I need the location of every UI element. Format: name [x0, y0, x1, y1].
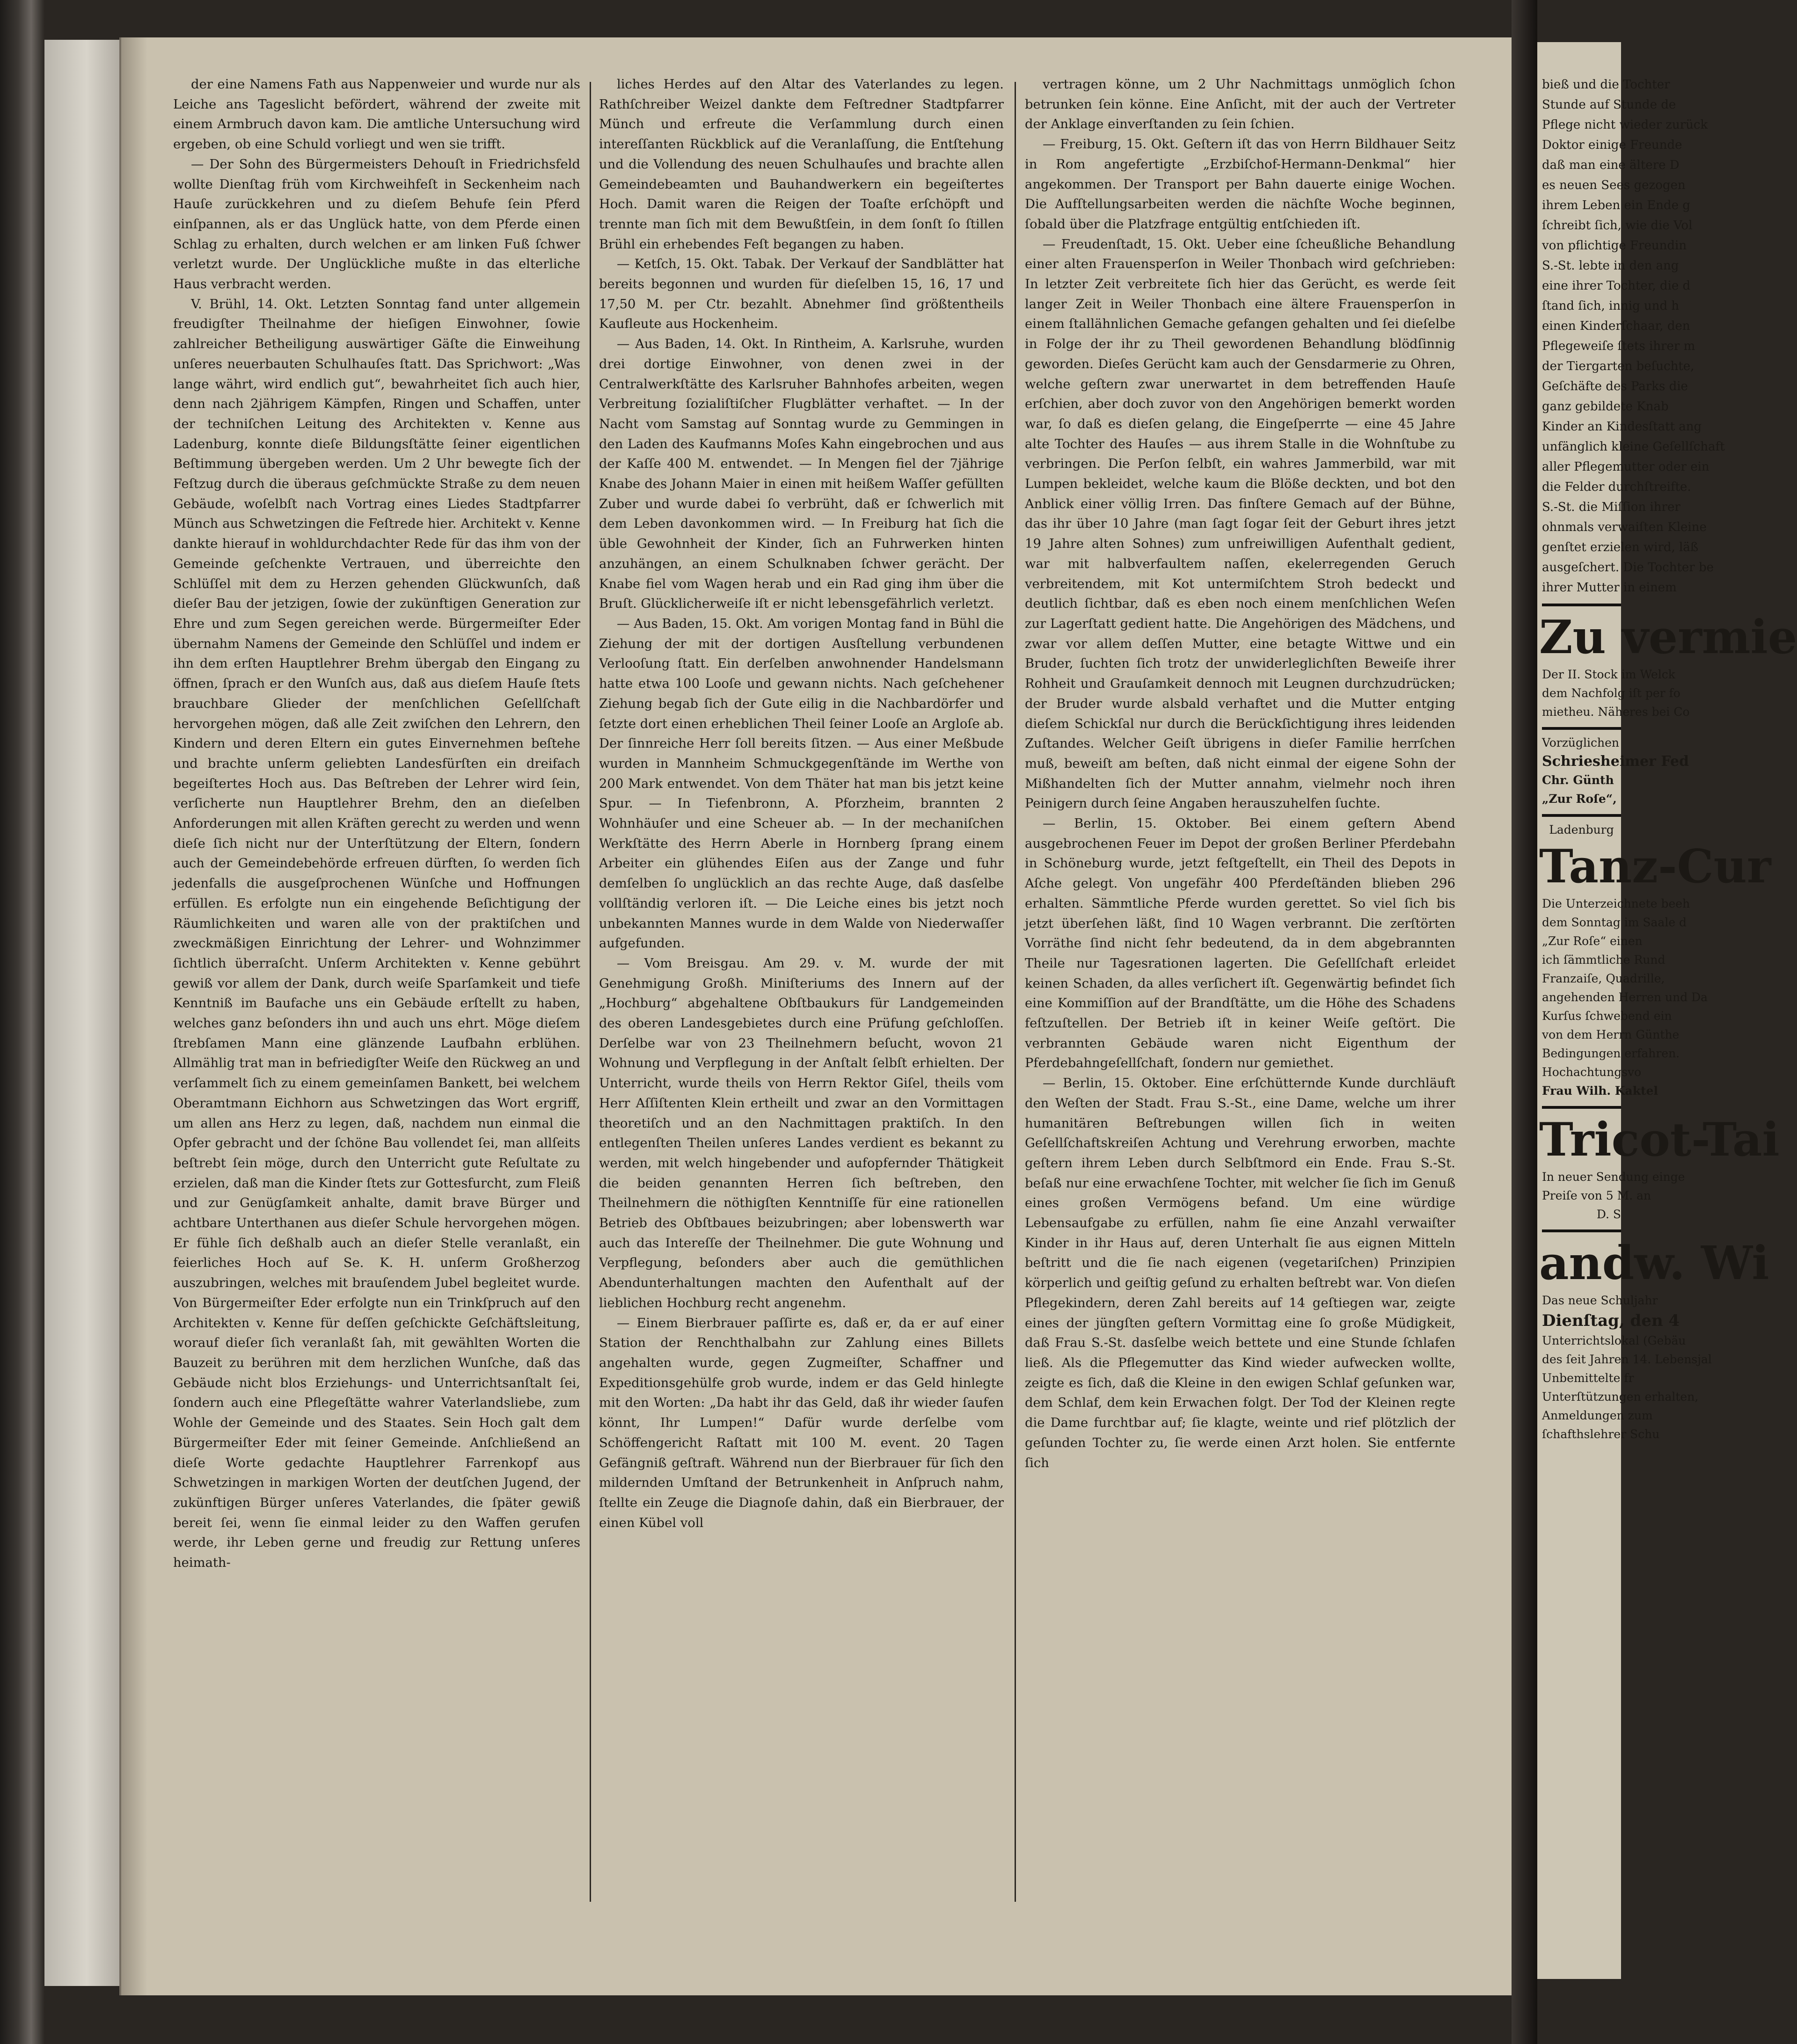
advertisement-dance-course: [1539, 814, 1771, 1100]
text-fragment: ihrer Mutter in einem: [1542, 581, 1677, 595]
text-fragment: S.-St. die Miſſion ihrer: [1542, 500, 1680, 514]
ad-line: dem Sonntag im Saale d: [1542, 916, 1687, 929]
text-fragment: Doktor einige Freunde: [1542, 138, 1682, 152]
text-fragment: aller Pflegemutter oder ein: [1542, 460, 1709, 474]
article-paragraph: — Aus Baden, 15. Okt. Am vorigen Montag fand in Bühl die Ziehung der mit der dortigen Ausſtellung verbundenen Verlooſung ſtatt. Ein derſelben anwohnender Handelsmann hatte etwa 100 Looſe und gewann nichts. Nach geſchehener Ziehung begab ſich der Gute eilig in die Nachbardörfer und ſetzte dort einen erheblichen Theil ſeiner Looſe an Argloſe ab. Der ſinnreiche Herr ſoll bereits ſitzen. — Aus einer Meßbude wurden in Mannheim Schmuckgegenſtände im Werthe von 200 Mark entwendet. Von dem Thäter hat man bis jetzt keine Spur. — In Tiefenbronn, A. Pforzheim, brannten 2 Wohnhäuſer und eine Scheuer ab. — In der mechaniſchen Werkſtätte des Herrn Aberle in Hornberg ſprang einem Arbeiter ein glühendes Eiſen aus der Zange und fuhr demſelben ſo unglücklich an das rechte Auge, daß dasſelbe vollſtändig verloren iſt. — Die Leiche eines bis jetzt noch unbekannten Mannes wurde in dem Walde von Niederwaſſer aufgefunden.: [599, 616, 1004, 951]
text-fragment: daß man eine ältere D: [1542, 158, 1680, 172]
text-column-2: [599, 75, 1004, 1533]
ad-line: Die Unterzeichnete beeh: [1542, 897, 1690, 910]
ad-line: angehenden Herren und Da: [1542, 990, 1708, 1004]
ad-line: Das neue Schuljahr: [1542, 1294, 1658, 1307]
ad-line: Der II. Stock im Welck: [1542, 668, 1675, 681]
article-paragraph: liches Herdes auf den Altar des Vaterlandes zu legen. Rathſchreiber Weizel dankte dem Feſtredner Stadtpfarrer Münch und erfreute die Verſammlung durch einen intereſſanten Rückblick auf die Veranlaſſung, die Entſtehung und die Vollendung des neuen Schulhauſes und brachte allen Gemeindebeamten und Bauhandwerkern ein begeiſtertes Hoch. Damit waren die Reigen der Toaſte erſchöpft und trennte man ſich mit dem Bewußtſein, in dem ſonſt ſo ſtillen Brühl ein erhebendes Feſt begangen zu haben.: [599, 77, 1004, 252]
text-fragment: unfänglich kleine Geſellſchaft: [1542, 440, 1725, 454]
ad-line: Unterrichtslokal (Gebäu: [1542, 1334, 1686, 1347]
article-paragraph: — Aus Baden, 14. Okt. In Rintheim, A. Karlsruhe, wurden drei dortige Einwohner, von denen zwei in der Centralwerkſtätte des Karlsruher Bahnhofes arbeiten, wegen Verbreitung ſozialiſtiſcher Flugblätter verhaftet. — In der Nacht vom Samstag auf Sonntag wurde zu Gemmingen in den Laden des Kaufmanns Moſes Kahn eingebrochen und aus der Kaſſe 400 M. entwendet. — In Mengen fiel der 7jährige Knabe des Johann Maier in einen mit heißem Waſſer gefüllten Zuber und wurde dabei ſo verbrüht, daß er ſchwerlich mit dem Leben davonkommen wird. — In Freiburg hat ſich die üble Gewohnheit der Kinder, ſich an Fuhrwerken hinten anzuhängen, an einem Schulknaben ſchwer gerächt. Der Knabe fiel vom Wagen herab und ein Rad ging ihm über die Bruſt. Glücklicherweiſe iſt er nicht lebensgefährlich verletzt.: [599, 337, 1004, 611]
text-fragment: genſtet erzielen wird, läß: [1542, 540, 1699, 554]
text-fragment: ausgeſchert. Die Tochter be: [1542, 560, 1714, 575]
text-column-1: [173, 75, 580, 1573]
facing-page: [1537, 42, 1797, 1979]
book-spine-edge: [44, 40, 129, 1986]
text-fragment: die Felder durchſtreifte.: [1542, 480, 1691, 494]
advertisement-wine: [1542, 727, 1689, 808]
text-fragment: der Tiergarten beſuchte,: [1542, 359, 1695, 373]
ad-line: Chr. Günth: [1542, 773, 1614, 787]
ad-line: Schriesheimer Fed: [1542, 753, 1689, 770]
text-fragment: es neuen Sees gezogen: [1542, 178, 1686, 192]
book-gutter: [1512, 0, 1537, 2044]
text-fragment: Stunde auf Stunde de: [1542, 98, 1676, 112]
text-fragment: ganz gebildete Knab: [1542, 400, 1669, 414]
ad-heading: Zu vermie: [1539, 611, 1797, 664]
ad-line: dem Nachfolg iſt per fo: [1542, 686, 1680, 700]
ad-line: In neuer Sendung einge: [1542, 1170, 1685, 1184]
ad-line: Preiſe von 5 M. an: [1542, 1189, 1651, 1202]
ad-line: Kurſus ſchwebend ein: [1542, 1009, 1672, 1023]
article-paragraph: der eine Namens Fath aus Nappenweier und wurde nur als Leiche ans Tageslicht befördert, während der zweite mit einem Armbruch davon kam. Die amtliche Untersuchung wird ergeben, ob eine Schuld vorliegt und wen sie trifft.: [173, 77, 580, 152]
text-fragment: ihrem Leben ein Ende g: [1542, 198, 1690, 212]
text-fragment: S.-St. lebte in den ang: [1542, 259, 1679, 273]
advertisement-school: [1539, 1229, 1769, 1444]
text-fragment: Geſchäfte des Parks die: [1542, 379, 1688, 393]
text-fragment: ohnmals verwaiſten Kleine: [1542, 520, 1707, 534]
ad-line: Anmeldungen zum: [1542, 1409, 1653, 1422]
ad-line: des ſeit Jahren 14. Lebensjal: [1542, 1353, 1712, 1366]
text-fragment: eine ihrer Tochter, die d: [1542, 279, 1691, 293]
article-paragraph: vertragen könne, um 2 Uhr Nachmittags unmöglich ſchon betrunken ſein könne. Eine Anſicht, mit der auch der Vertreter der Anklage einverſtanden zu ſein ſchien.: [1025, 77, 1455, 132]
article-paragraph: V. Brühl, 14. Okt. Letzten Sonntag fand unter allgemein freudigſter Theilnahme der hieſigen Einwohner, ſowie zahlreicher Betheiligung auswärtiger Gäſte die Einweihung unſeres neuerbauten Schulhauſes ſtatt. Das Sprichwort: „Was lange währt, wird endlich gut“, bewahrheitet ſich auch hier, denn nach 2jährigem Kämpfen, Ringen und Schaffen, unter der techniſchen Leitung des Architekten v. Kenne aus Ladenburg, konnte dieſe Bildungsſtätte ſeiner eigentlichen Beſtimmung übergeben werden. Um 2 Uhr bewegte ſich der Feſtzug durch die überaus geſchmückte Straße zu dem neuen Gebäude, woſelbſt nach Vortrag eines Liedes Stadtpfarrer Münch aus Schwetzingen die Feſtrede hier. Architekt v. Kenne dankte hierauf in wohldurchdachter Rede für das ihm von der Gemeinde geſchenkte Vertrauen, und überreichte den Schlüſſel mit dem zu Herzen gehenden Glückwunſch, daß dieſer Bau der jetzigen, ſowie der zukünftigen Generation zur Ehre und zum Segen gereichen werde. Bürgermeiſter Eder übernahm Namens der Gemeinde den Schlüſſel und indem er ihn dem erſten Hauptlehrer Brehm übergab den Eingang zu öffnen, ſprach er den Wunſch aus, daß aus dieſem Hauſe ſtets brauchbare Glieder der menſchlichen Geſellſchaft hervorgehen mögen, daß alle Zeit zwiſchen den Lehrern, den Kindern und deren Eltern ein gutes Einvernehmen beſtehe und brachte unſerm geliebten Landesfürſten ein dreifach begeiſtertes Hoch aus. Das Beſtreben der Lehrer wird ſein, verſicherte nun Hauptlehrer Brehm, den an dieſelben Anforderungen mit allen Kräften gerecht zu werden und wenn dieſe ſich nicht nur der Unterſtützung der Eltern, ſondern auch der Gemeindebehörde erfreuen dürften, ſo werden ſich jedenfalls die ausgeſprochenen Wünſche und Hoffnungen erfüllen. Es erfolgte nun ein eingehende Beſichtigung der Räumlichkeiten und waren alle von der praktiſchen und zweckmäßigen Einrichtung der Lehrer- und Wohnzimmer ſichtlich überraſcht. Unſerm Architekten v. Kenne gebührt gewiß vor allem der Dank, durch weiſe Sparſamkeit und tiefe Kenntniß im Baufache uns ein Gebäude erſtellt zu haben, welches ganz beſonders ihn und auch uns ehrt. Möge dieſem ſtrebſamen Mann eine glänzende Laufbahn erblühen. Allmählig trat man in befriedigſter Weiſe den Rückweg an und verſammelt ſich zu einem gemeinſamen Bankett, bei welchem Oberamtmann Eichhorn aus Schwetzingen das Wort ergriff, um allen ans Herz zu legen, daß, nachdem nun einmal die Opfer gebracht und der ſchöne Bau vollendet ſei, man allſeits beſtrebt ſein möge, durch den Unterricht gute Reſultate zu erzielen, daß man die Kinder ſtets zur Gottesfurcht, zum Fleiß und zur Genügſamkeit anhalte, damit brave Bürger und achtbare Unterthanen aus dieſer Schule hervorgehen mögen. Er fühle ſich deßhalb auch an dieſer Stelle veranlaßt, ein feierliches Hoch auf Se. K. H. unſerm Großherzog auszubringen, welches mit brauſendem Jubel begleitet wurde. Von Bürgermeiſter Eder erfolgte nun ein Trinkſpruch auf den Architekten v. Kenne für deſſen geſchickte Geſchäftsleitung, worauf dieſer ſich veranlaßt ſah, mit gewählten Worten die Bauzeit zu berühren mit dem herzlichen Wunſche, daß das Gebäude nicht blos Erziehungs- und Unterrichtsanſtalt ſei, ſondern auch eine Pflegeſtätte wahrer Vaterlandsliebe, zum Wohle der Gemeinde und des Staates. Sein Hoch galt dem Bürgermeiſter Eder mit ſeiner Gemeinde. Anſchließend an dieſe Worte gedachte Hauptlehrer Farrenkopf aus Schwetzingen in markigen Worten der deutſchen Jugend, der zukünftigen Bürger unſeres Vaterlandes, die ſpäter gewiß bereit ſei, wenn ſie einmal leider zu den Waffen gerufen werde, ihr Leben gerne und freudig zur Rettung unſeres heimath-: [173, 297, 580, 1571]
text-fragment: Kinder an Kindesſtatt ang: [1542, 420, 1702, 434]
ad-line: ſchafthslehrer Schu: [1542, 1427, 1660, 1441]
column-divider: [590, 82, 591, 1902]
ad-heading: Tricot-Tai: [1539, 1113, 1780, 1167]
text-fragment: bieß und die Tochter: [1542, 78, 1670, 92]
ad-town: Ladenburg: [1549, 823, 1614, 837]
ad-line: Unbemittelte fr: [1542, 1371, 1634, 1385]
ad-line: Unterſtützungen erhalten,: [1542, 1390, 1699, 1404]
ad-line: Frau Wilh. Kaktel: [1542, 1084, 1658, 1098]
ad-line: Franzaiſe, Quadrille,: [1542, 972, 1665, 985]
ad-line: „Zur Roſe“,: [1542, 792, 1617, 806]
ad-line: Bedingungen erfahren.: [1542, 1047, 1680, 1060]
article-paragraph: — Freudenſtadt, 15. Okt. Ueber eine ſcheußliche Behandlung einer alten Frauensperſon in Weiler Thonbach wird geſchrieben: In letzter Zeit verbreitete ſich hier das Gerücht, es werde ſeit langer Zeit in Weiler Thonbach eine ältere Frauensperſon in einem ſtallähnlichen Gemache gefangen gehalten und ſei dieſelbe in Folge der ihr zu Theil gewordenen Behandlung blödſinnig geworden. Dieſes Gerücht kam auch der Gensdarmerie zu Ohren, welche geſtern zwar unerwartet in dem betreffenden Hauſe erſchien, aber doch zuvor von den Angehörigen bemerkt worden war, ſo daß es dieſen gelang, die Eingeſperrte — eine 45 Jahre alte Tochter des Hauſes — aus ihrem Stalle in die Wohnſtube zu verbringen. Die Perſon ſelbſt, ein wahres Jammerbild, war mit Lumpen bekleidet, welche kaum die Blöße deckten, und bot den Anblick einer völlig Irren. Das finſtere Gemach auf der Bühne, das ihr über 10 Jahre (man ſagt ſogar ſeit der Geburt ihres jetzt 19 Jahre alten Sohnes) zum unfreiwilligen Aufenthalt gedient, war mit halbverfaultem naſſen, ekelerregenden Geruch verbreitendem, mit Kot untermiſchtem Stroh bedeckt und deutlich ſichtbar, daß es eben noch einem menſchlichen Weſen zur Lagerſtatt gedient hatte. Die Angehörigen des Mädchens, und zwar vor allem deſſen Mutter, eine betagte Wittwe und ein Bruder, ſuchten ſich trotz der unwiderleglichſten Beweiſe ihrer Rohheit und Grauſamkeit dennoch mit Leugnen durchzudrücken; der Bruder wurde alsbald verhaftet und die Mutter entging dieſem Schickſal nur durch die Berückſichtigung ihres leidenden Zuſtandes. Welcher Geiſt übrigens in dieſer Familie herrſchen muß, beweiſt am beſten, daß nicht einmal der eigene Sohn der Mißhandelten ſich der Mutter annahm, vielmehr noch ihren Peinigern durch ſeine Angaben herauszuhelfen ſuchte.: [1025, 237, 1455, 811]
ad-line: D. S: [1596, 1207, 1621, 1221]
advertisement-rental: [1539, 604, 1797, 721]
ad-heading: Tanz-Cur: [1539, 840, 1771, 894]
text-fragment: von pflichtige Freundin: [1542, 239, 1687, 253]
ad-line: von dem Herrn Günthe: [1542, 1028, 1680, 1041]
ad-line: „Zur Roſe“ einen: [1542, 934, 1643, 948]
page-shadow: [119, 37, 147, 1995]
ad-line: mietheu. Näheres bei Co: [1542, 705, 1690, 719]
article-paragraph: — Freiburg, 15. Okt. Geſtern iſt das von Herrn Bildhauer Seitz in Rom angefertigte „Erzbiſchof-Hermann-Denkmal“ hier angekommen. Der Transport per Bahn dauerte einige Wochen. Die Aufſtellungsarbeiten werden die nächſte Woche beginnen, ſobald über die Platzfrage entgültig entſchieden iſt.: [1025, 137, 1455, 232]
article-paragraph: — Ketſch, 15. Okt. Tabak. Der Verkauf der Sandblätter hat bereits begonnen und wurden für dieſelben 15, 16, 17 und 17,50 M. per Ctr. bezahlt. Abnehmer ſind größtentheils Kaufleute aus Hockenheim.: [599, 257, 1004, 332]
text-fragment: Pflege nicht wieder zurück: [1542, 118, 1708, 132]
article-paragraph: — Vom Breisgau. Am 29. v. M. wurde der mit Genehmigung Großh. Miniſteriums des Innern auf der „Hochburg“ abgehaltene Obſtbaukurs für Landgemeinden des oberen Landesgebietes durch eine Prüfung geſchloſſen. Derſelbe war von 23 Theilnehmern beſucht, wovon 21 Wohnung und Verpflegung in der Anſtalt ſelbſt erhielten. Der Unterricht, wurde theils von Herrn Rektor Giſel, theils vom Herr Aſſiſtenten Klein ertheilt und zwar an den Vormittagen theoretiſch und an den Nachmittagen praktiſch. In den entlegenſten Theilen unſeres Landes verdient es bekannt zu werden, mit welch hingebender und aufopfernder Thätigkeit die beiden genannten Herren ſich beſtreben, den Theilnehmern die nöthigſten Kenntniſſe für eine rationellen Betrieb des Obſtbaues beizubringen; aber lobenswerth war auch das Intereſſe der Theilnehmer. Die gute Wohnung und Verpflegung, beſonders aber auch die gemüthlichen Abendunterhaltungen machten den Aufenthalt auf der lieblichen Hochburg recht angenehm.: [599, 956, 1004, 1310]
text-column-3: [1025, 75, 1455, 1473]
ad-line: Vorzüglichen: [1542, 736, 1620, 749]
text-fragment: einen Kinderſchaar, den: [1542, 319, 1690, 333]
ad-line: ich ſämmtliche Rund: [1542, 953, 1666, 967]
article-paragraph: — Berlin, 15. Oktober. Bei einem geſtern Abend ausgebrochenen Feuer im Depot der großen Berliner Pferdebahn in Schöneburg wurde, jetzt feſtgeſtellt, ein Theil des Depots in Aſche gelegt. Von ungefähr 400 Pferdeſtänden blieben 296 erhalten. Sämmtliche Pferde wurden gerettet. So viel ſich bis jetzt überſehen läßt, ſind 10 Wagen verbrannt. Die zerſtörten Vorräthe ſind nicht ſehr bedeutend, da in dem abgebrannten Theile nur Tagesrationen lagerten. Die Geſellſchaft erleidet keinen Schaden, da alles verſichert iſt. Gegenwärtig befindet ſich eine Kommiſſion auf der Brandſtätte, um die Höhe des Schadens feſtzuſtellen. Der Betrieb iſt in keiner Weiſe geſtört. Die verbrannten Gebäude waren nicht Eigenthum der Pferdebahngeſellſchaft, ſondern nur gemiethet.: [1025, 816, 1455, 1071]
article-paragraph: — Berlin, 15. Oktober. Eine erſchütternde Kunde durchläuft den Weſten der Stadt. Frau S.-St., eine Dame, welche um ihrer humanitären Beſtrebungen willen ſich in weiten Geſellſchaftskreiſen Achtung und Verehrung erworben, machte geſtern ihrem Leben durch Selbſtmord ein Ende. Frau S.-St. beſaß nur eine erwachſene Tochter, mit welcher ſie ſich im Genuß eines großen Vermögens befand. Um eine würdige Lebensaufgabe zu erfüllen, nahm ſie eine Anzahl verwaiſter Kinder in ihr Haus auf, deren Unterhalt ſie aus eignen Mitteln beſtritt und die ſie nach eigenen (vegetariſchen) Prinzipien körperlich und geiſtig geſund zu erhalten beſtrebt war. Von dieſen Pflegekindern, deren Zahl bereits auf 14 geſtiegen war, zeigte eines der jüngſten geſtern Vormittag eine ſo große Müdigkeit, daß Frau S.-St. dasſelbe weich bettete und eine Stunde ſchlafen ließ. Als die Pflegemutter das Kind wieder aufwecken wollte, zeigte es ſich, daß die Kleine in den ewigen Schlaf geſunken war, dem Schlaf, dem kein Erwachen folgt. Der Tod der Kleinen regte die Dame furchtbar auf; ſie klagte, weinte und rief plötzlich der geſunden Tochter zu, ſie werde einen Arzt holen. Sie entfernte ſich: [1025, 1076, 1455, 1470]
ad-line: Hochachtungsvo: [1542, 1065, 1642, 1079]
text-fragment: Pflegeweiſe ſtets ihrer m: [1542, 339, 1695, 353]
column-divider: [1015, 82, 1016, 1902]
ad-line: Dienſtag, den 4: [1542, 1311, 1680, 1330]
book-binding: [0, 0, 44, 2044]
advertisement-tricot: [1539, 1106, 1780, 1224]
article-paragraph: — Einem Bierbrauer paſſirte es, daß er, da er auf einer Station der Renchthalbahn zur Zahlung eines Billets angehalten wurde, gegen Zugmeiſter, Schaffner und Expeditionsgehülfe grob wurde, indem er das Geld hinlegte mit den Worten: „Da habt ihr das Geld, daß ihr wieder ſaufen könnt, Ihr Lumpen!“ Dafür wurde derſelbe vom Schöffengericht Raſtatt mit 100 M. event. 20 Tagen Gefängniß geſtraft. Während nun der Bierbrauer für ſich den mildernden Umſtand der Betrunkenheit in Anſpruch nahm, ſtellte ein Zeuge die Diagnoſe dahin, daß ein Bierbrauer, der einen Kübel voll: [599, 1316, 1004, 1530]
facing-page-text: [1537, 42, 1797, 1444]
text-fragment: ſtand ſich, innig und h: [1542, 299, 1680, 313]
text-fragment: ſchreibt ſich, wie die Vol: [1542, 218, 1693, 233]
article-paragraph: — Der Sohn des Bürgermeisters Dehouſt in Friedrichsfeld wollte Dienſtag früh vom Kirchweihfeſt in Seckenheim nach Hauſe zurückkehren und zu dieſem Behufe ſein Pferd einſpannen, als er das Unglück hatte, von dem Pferde einen Schlag zu erhalten, durch welchen er am linken Fuß ſchwer verletzt wurde. Der Unglückliche mußte in das elterliche Haus verbracht werden.: [173, 157, 580, 292]
ad-heading: andw. Wi: [1539, 1237, 1769, 1290]
